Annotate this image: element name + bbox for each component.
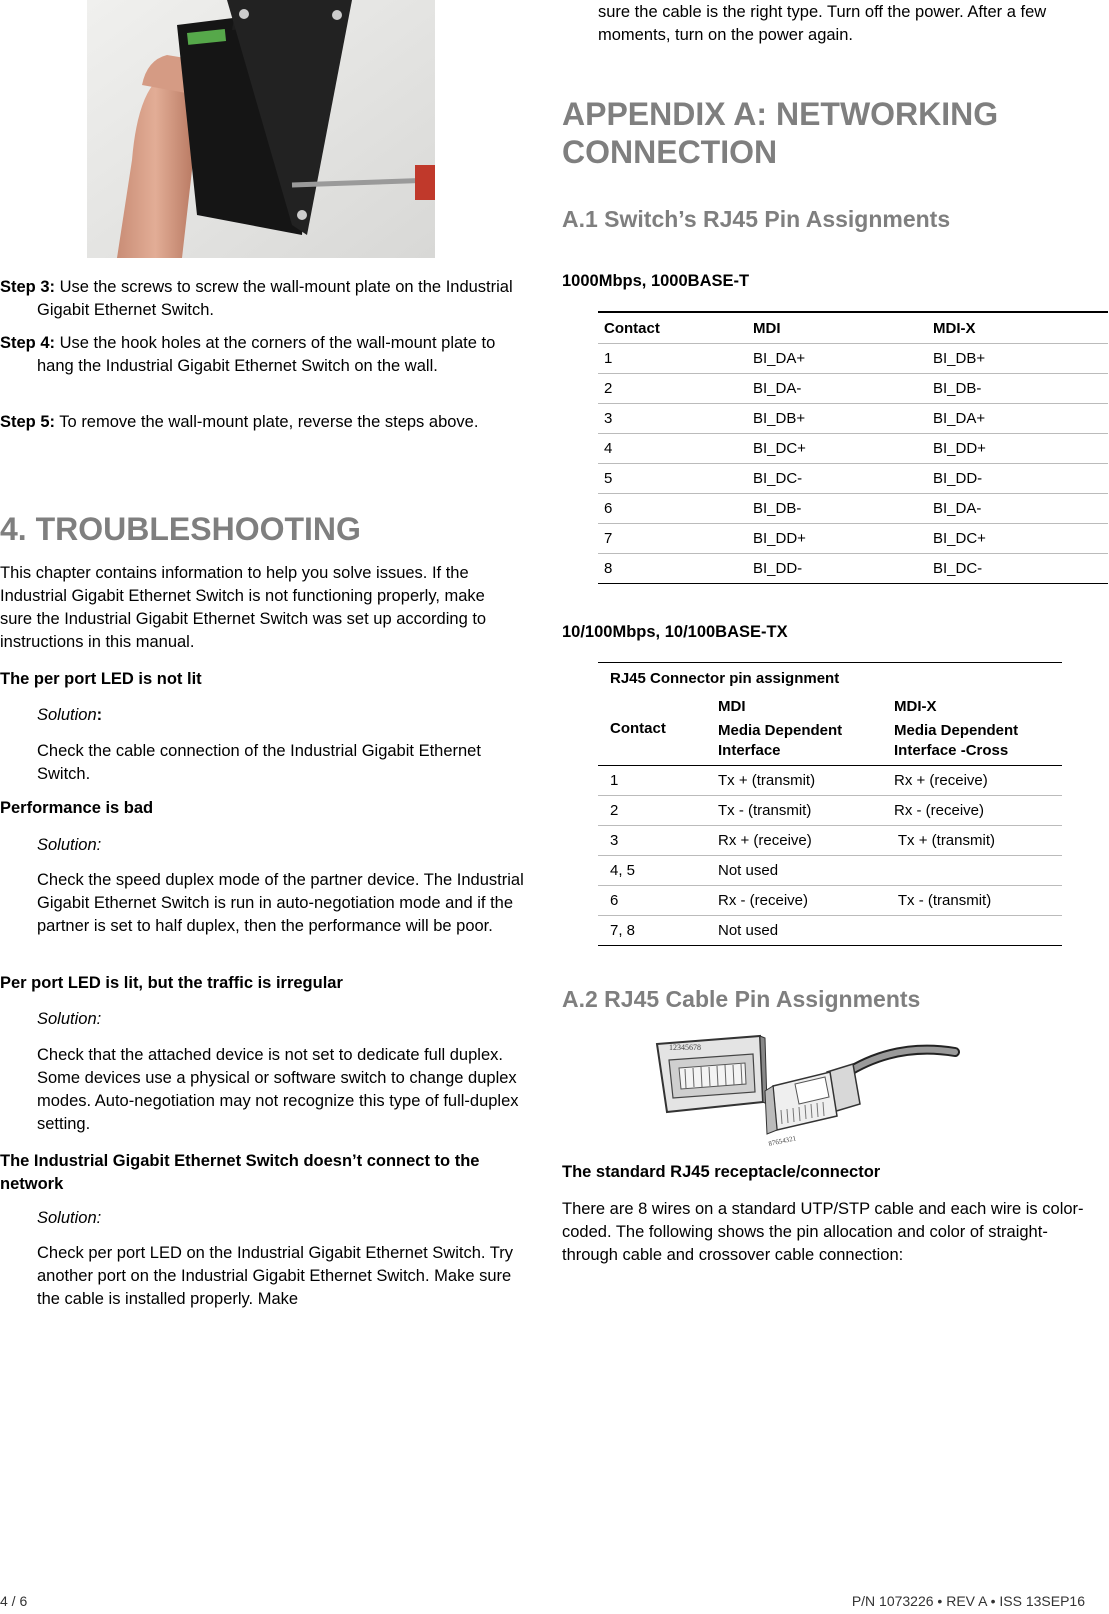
table-cell: BI_DC- (747, 464, 927, 494)
table-row (598, 464, 1108, 494)
table-row (598, 434, 1108, 464)
table-header-row (598, 693, 1062, 766)
issue-title: The per port LED is not lit (0, 670, 202, 688)
table-cell: 7, 8 (598, 916, 706, 946)
issue-title: The Industrial Gigabit Ethernet Switch doesn’t connect to the network (0, 1152, 480, 1193)
table-row (598, 524, 1108, 554)
gigabit-pin-table (598, 311, 1108, 584)
table-cell: BI_DA- (927, 494, 1108, 524)
table-cell: BI_DD- (747, 554, 927, 584)
table-caption-row (598, 663, 1062, 694)
table-cell (882, 916, 1062, 946)
column-header-mdix: MDI-X Media Dependent Interface -Cross (882, 693, 1062, 766)
step-4: Step 4: Use the hook holes at the corners of the wall-mount plate to hang the Industrial Gigabit Ethernet Switch on the wall. (0, 334, 496, 375)
table-row (598, 796, 1062, 826)
solution-text: Check per port LED on the Industrial Gigabit Ethernet Switch. Try another port on the Industrial Gigabit Ethernet Switch. Make sure the cable is installed properly. Make (37, 1244, 513, 1308)
table-caption: RJ45 Connector pin assignment (598, 663, 1062, 694)
issue-title: Per port LED is lit, but the traffic is irregular (0, 974, 343, 992)
table-row (598, 856, 1062, 886)
table-cell: BI_DA- (747, 374, 927, 404)
rj45-plug-icon (765, 1050, 955, 1148)
solution-text: Check that the attached device is not set to dedicate full duplex. Some devices use a physical or software switch to change duplex modes. Auto-negotiation may not recognize this type of full-duplex setting. (37, 1046, 519, 1133)
rj45-connector-illustration (655, 1034, 970, 1149)
table-cell: Rx + (receive) (882, 766, 1062, 796)
table-cell: BI_DA+ (747, 344, 927, 374)
table-row (598, 916, 1062, 946)
table-cell: 7 (598, 524, 747, 554)
table-cell: BI_DC- (927, 554, 1108, 584)
solution-label: Solution: (37, 1010, 102, 1028)
solution-text: Check the cable connection of the Industrial Gigabit Ethernet Switch. (37, 742, 481, 783)
table-cell: Rx + (receive) (706, 826, 882, 856)
table-cell: Tx - (transmit) (882, 886, 1062, 916)
table-cell: BI_DD+ (927, 434, 1108, 464)
table-row (598, 826, 1062, 856)
standard-label: The standard RJ45 receptacle/connector (562, 1163, 881, 1181)
table-cell: BI_DB+ (747, 404, 927, 434)
fast-ethernet-pin-table (598, 662, 1062, 946)
table-cell: BI_DB- (927, 374, 1108, 404)
issue-title: Performance is bad (0, 799, 154, 817)
table-cell: 1 (598, 344, 747, 374)
table-row (598, 374, 1108, 404)
table-cell: Tx - (transmit) (706, 796, 882, 826)
table-cell: 1 (598, 766, 706, 796)
step-3: Step 3: Use the screws to screw the wall-mount plate on the Industrial Gigabit Ethernet Switch. (0, 278, 513, 319)
table-cell: 4 (598, 434, 747, 464)
table-cell: 3 (598, 826, 706, 856)
svg-text:12345678: 12345678 (669, 1043, 701, 1052)
table-row (598, 344, 1108, 374)
solution-text: Check the speed duplex mode of the partner device. The Industrial Gigabit Ethernet Switch is run in auto-negotiation mode and if the partner is set to half duplex, then the performance will be poor. (37, 871, 524, 935)
gig-label: 1000Mbps, 1000BASE-T (562, 272, 750, 290)
table-row (598, 404, 1108, 434)
troubleshooting-intro: This chapter contains information to help you solve issues. If the Industrial Gigabit Ethernet Switch is not functioning properly, make sure the Industrial Gigabit Ethernet Switch was set up according to instructions in this manual. (0, 564, 487, 651)
column-header-contact: Contact (598, 693, 706, 766)
table-cell: Not used (706, 856, 882, 886)
table-cell: BI_DC+ (927, 524, 1108, 554)
table-cell: 6 (598, 494, 747, 524)
part-number: P/N 1073226 • REV A • ISS 13SEP16 (851, 1593, 1085, 1609)
table-cell: BI_DB- (747, 494, 927, 524)
table-cell: BI_DD+ (747, 524, 927, 554)
svg-text:87654321: 87654321 (767, 1134, 797, 1148)
table-cell: 4, 5 (598, 856, 706, 886)
table-cell: 2 (598, 374, 747, 404)
rj45-jack-icon (657, 1036, 767, 1112)
column-header: MDI (747, 312, 927, 344)
column-header-mdi: MDI Media Dependent Interface (706, 693, 882, 766)
table-row (598, 766, 1062, 796)
solution-label: Solution: (37, 706, 103, 724)
table-cell: 2 (598, 796, 706, 826)
table-cell: Rx - (receive) (882, 796, 1062, 826)
table-cell: Tx + (transmit) (882, 826, 1062, 856)
solution-label: Solution: (37, 1209, 102, 1227)
continued-text: sure the cable is the right type. Turn off the power. After a few moments, turn on the power again. (598, 3, 1047, 44)
fast-label: 10/100Mbps, 10/100BASE-TX (562, 623, 788, 641)
table-row (598, 554, 1108, 584)
table-cell: Tx + (transmit) (706, 766, 882, 796)
standard-text: There are 8 wires on a standard UTP/STP cable and each wire is color-coded. The following shows the pin allocation and color of straight-through cable and crossover cable connection: (562, 1200, 1084, 1264)
table-cell: Rx - (receive) (706, 886, 882, 916)
table-cell: 6 (598, 886, 706, 916)
column-header: Contact (598, 312, 747, 344)
table-cell (882, 856, 1062, 886)
table-cell: 3 (598, 404, 747, 434)
a1-heading: A.1 Switch’s RJ45 Pin Assignments (562, 206, 951, 232)
column-header: MDI-X (927, 312, 1108, 344)
table-row (598, 886, 1062, 916)
table-cell: BI_DC+ (747, 434, 927, 464)
section-heading-troubleshooting: 4. TROUBLESHOOTING (0, 511, 361, 547)
table-header-row (598, 312, 1108, 344)
table-cell: BI_DA+ (927, 404, 1108, 434)
solution-label: Solution: (37, 836, 102, 854)
table-cell: BI_DB+ (927, 344, 1108, 374)
a2-heading: A.2 RJ45 Cable Pin Assignments (562, 986, 921, 1012)
table-cell: BI_DD- (927, 464, 1108, 494)
step-5: Step 5: To remove the wall-mount plate, reverse the steps above. (0, 413, 479, 431)
wall-mount-photo (87, 0, 435, 258)
table-row (598, 494, 1108, 524)
table-cell: 5 (598, 464, 747, 494)
page-number: 4 / 6 (0, 1593, 28, 1609)
table-cell: 8 (598, 554, 747, 584)
table-cell: Not used (706, 916, 882, 946)
appendix-heading: APPENDIX A: NETWORKING CONNECTION (562, 96, 999, 170)
